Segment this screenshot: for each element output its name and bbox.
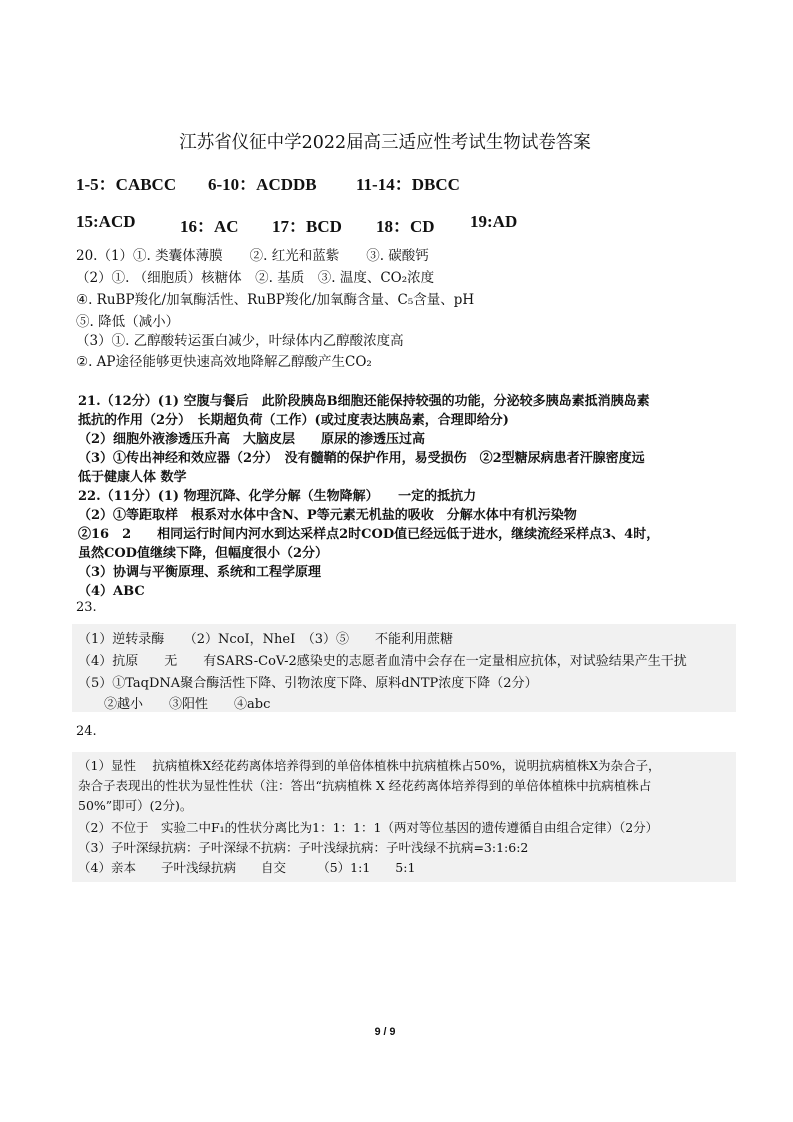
q23-answer-block [72,624,736,712]
q21-line: 21.（12分）(1) 空腹与餐后 此阶段胰岛B细胞还能保持较强的功能，分泌较多胰岛素抵消胰岛素 [78,394,650,409]
q24-line: （4）亲本 子叶浅绿抗病 自交 （5）1:1 5:1 [78,860,416,875]
mc-answer-16: 16：AC [180,217,239,236]
mc-answer-17: 17：BCD [272,217,342,236]
q24-line: 50%”即可）(2分)。 [78,798,193,813]
page-number: 9 / 9 [374,1026,396,1038]
q20-line: （3）①. 乙醇酸转运蛋白减少，叶绿体内乙醇酸浓度高 [76,333,404,349]
q20-line: ④. RuBP羧化/加氧酶活性、RuBP羧化/加氧酶含量、C₅含量、pH [76,292,475,308]
mc-answer-1-5: 1-5：CABCC [76,175,177,194]
q22-line: （4）ABC [78,584,145,599]
q20-line: （2）①. （细胞质）核糖体 ②. 基质 ③. 温度、CO₂浓度 [76,270,435,286]
mc-answer-15: 15:ACD [76,212,136,231]
page-title: 江苏省仪征中学2022届高三适应性考试生物试卷答案 [179,132,591,153]
q20-line: ⑤. 降低（减小） [76,314,180,330]
q23-line: （4）抗原 无 有SARS-CoV-2感染史的志愿者血清中会存在一定量相应抗体，对试验结果产生干扰 [78,654,687,669]
mc-answer-19: 19:AD [470,212,518,231]
q23-line: ②越小 ③阳性 ④abc [78,697,271,712]
mc-answer-18: 18：CD [376,217,435,236]
q24-line: （1）显性 抗病植株X经花药离体培养得到的单倍体植株中抗病植株占50%，说明抗病植株X为杂合子， [78,758,661,773]
q24-answer-block [72,752,736,882]
q22-line: 虽然COD值继续下降，但幅度很小（2分） [78,546,328,561]
q24-label: 24. [76,724,97,739]
mc-answer-11-14: 11-14：DBCC [356,175,460,194]
q21-line: 低于健康人体 数学 [78,470,187,485]
q21-line: （2）细胞外液渗透压升高 大脑皮层 原尿的渗透压过高 [78,432,426,447]
mc-answer-6-10: 6-10：ACDDB [208,175,317,194]
q22-line: （2）①等距取样 根系对水体中含N、P等元素无机盐的吸收 分解水体中有机污染物 [78,508,577,523]
q23-line: （5）①TaqDNA聚合酶活性下降、引物浓度下降、原料dNTP浓度下降（2分） [78,676,538,691]
q21-line: 抵抗的作用（2分） 长期超负荷（工作）(或过度表达胰岛素，合理即给分) [78,413,509,428]
q23-label: 23. [76,600,97,615]
q22-line: 22.（11分）(1) 物理沉降、化学分解（生物降解） 一定的抵抗力 [78,489,477,504]
q22-line: （3）协调与平衡原理、系统和工程学原理 [78,565,322,580]
q24-line: 杂合子表现出的性状为显性性状（注：答出“抗病植株 X 经花药离体培养得到的单倍体植株中抗病植株占 [78,778,652,793]
q24-line: （3）子叶深绿抗病：子叶深绿不抗病：子叶浅绿抗病：子叶浅绿不抗病=3:1:6:2 [78,840,529,855]
q21-line: （3）①传出神经和效应器（2分） 没有髓鞘的保护作用，易受损伤 ②2型糖尿病患者汗腺密度远 [78,451,645,466]
q20-line: ②. AP途径能够更快速高效地降解乙醇酸产生CO₂ [76,354,372,370]
q24-line: （2）不位于 实验二中F₁的性状分离比为1：1：1：1（两对等位基因的遗传遵循自由组合定律）（2分） [78,820,659,835]
q20-line: 20.（1）①. 类囊体薄膜 ②. 红光和蓝紫 ③. 碳酸钙 [76,248,429,264]
q23-line: （1）逆转录酶 （2）NcoI，NheI （3）⑤ 不能利用蔗糖 [78,632,454,647]
q22-line: ②16 2 相同运行时间内河水到达采样点2时COD值已经远低于进水，继续流经采样点3、4时， [78,527,660,542]
